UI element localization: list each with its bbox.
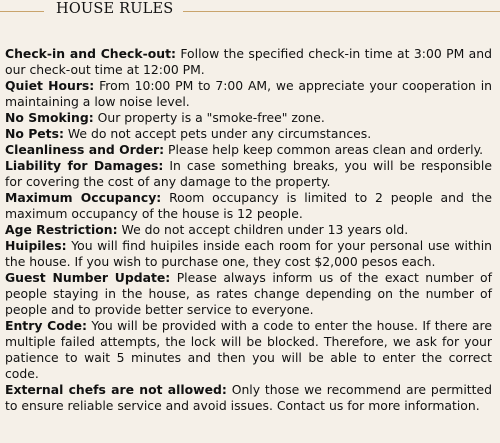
rule-check-in-out: [5, 46, 492, 78]
rule-text: We do not accept children under 13 years old.: [121, 222, 409, 237]
rule-label: Maximum Occupancy:: [5, 190, 162, 205]
house-rules-list: [5, 46, 492, 414]
rule-label: Age Restriction:: [5, 222, 118, 237]
page-header: [0, 0, 500, 24]
rule-label: Cleanliness and Order:: [5, 142, 165, 157]
rule-damages: [5, 158, 492, 190]
rule-text: From 10:00 PM to 7:00 AM, we appreciate your cooperation in maintaining a low noise level.: [5, 78, 492, 109]
rule-entry-code: [5, 318, 492, 382]
rule-text: You will find huipiles inside each room for your personal use within the house. If you wish to purchase one, they cost $2,000 pesos each.: [5, 238, 492, 269]
rule-text: Room occupancy is limited to 2 people and the maximum occupancy of the house is 12 people.: [5, 190, 492, 221]
rule-text: Please help keep common areas clean and orderly.: [168, 142, 484, 157]
rule-label: No Pets:: [5, 126, 64, 141]
rule-label: Guest Number Update:: [5, 270, 171, 285]
rule-guest-number: [5, 270, 492, 318]
rule-age-restriction: [5, 222, 492, 238]
rule-no-smoking: [5, 110, 492, 126]
rule-label: Liability for Damages:: [5, 158, 164, 173]
header-divider-right: [183, 11, 500, 12]
rule-text: Please always inform us of the exact number of people staying in the house, as rates change depending on the number of people and to provide better service to everyone.: [5, 270, 492, 317]
rule-text: We do not accept pets under any circumstances.: [67, 126, 372, 141]
rule-text: Only those we recommend are permitted to ensure reliable service and avoid issues. Contact us for more information.: [5, 382, 492, 413]
rule-label: Huipiles:: [5, 238, 67, 253]
rule-quiet-hours: [5, 78, 492, 110]
header-divider-left: [0, 11, 44, 12]
rule-no-pets: [5, 126, 492, 142]
rule-label: No Smoking:: [5, 110, 94, 125]
rule-external-chefs: [5, 382, 492, 414]
rule-text: Follow the specified check-in time at 3:00 PM and our check-out time at 12:00 PM.: [5, 46, 492, 77]
rule-text: Our property is a "smoke-free" zone.: [97, 110, 325, 125]
rule-huipiles: [5, 238, 492, 270]
rule-label: Quiet Hours:: [5, 78, 95, 93]
rule-label: Check-in and Check-out:: [5, 46, 176, 61]
rule-text: In case something breaks, you will be responsible for covering the cost of any damage to the property.: [5, 158, 492, 189]
page-title: HOUSE RULES: [56, 1, 174, 17]
rule-cleanliness: [5, 142, 492, 158]
rule-label: External chefs are not allowed:: [5, 382, 227, 397]
rule-label: Entry Code:: [5, 318, 88, 333]
rule-text: You will be provided with a code to enter the house. If there are multiple failed attempts, the lock will be blocked. Therefore, we ask for your patience to wait 5 minutes and then you will be able to enter the correct code.: [5, 318, 492, 381]
rule-max-occupancy: [5, 190, 492, 222]
